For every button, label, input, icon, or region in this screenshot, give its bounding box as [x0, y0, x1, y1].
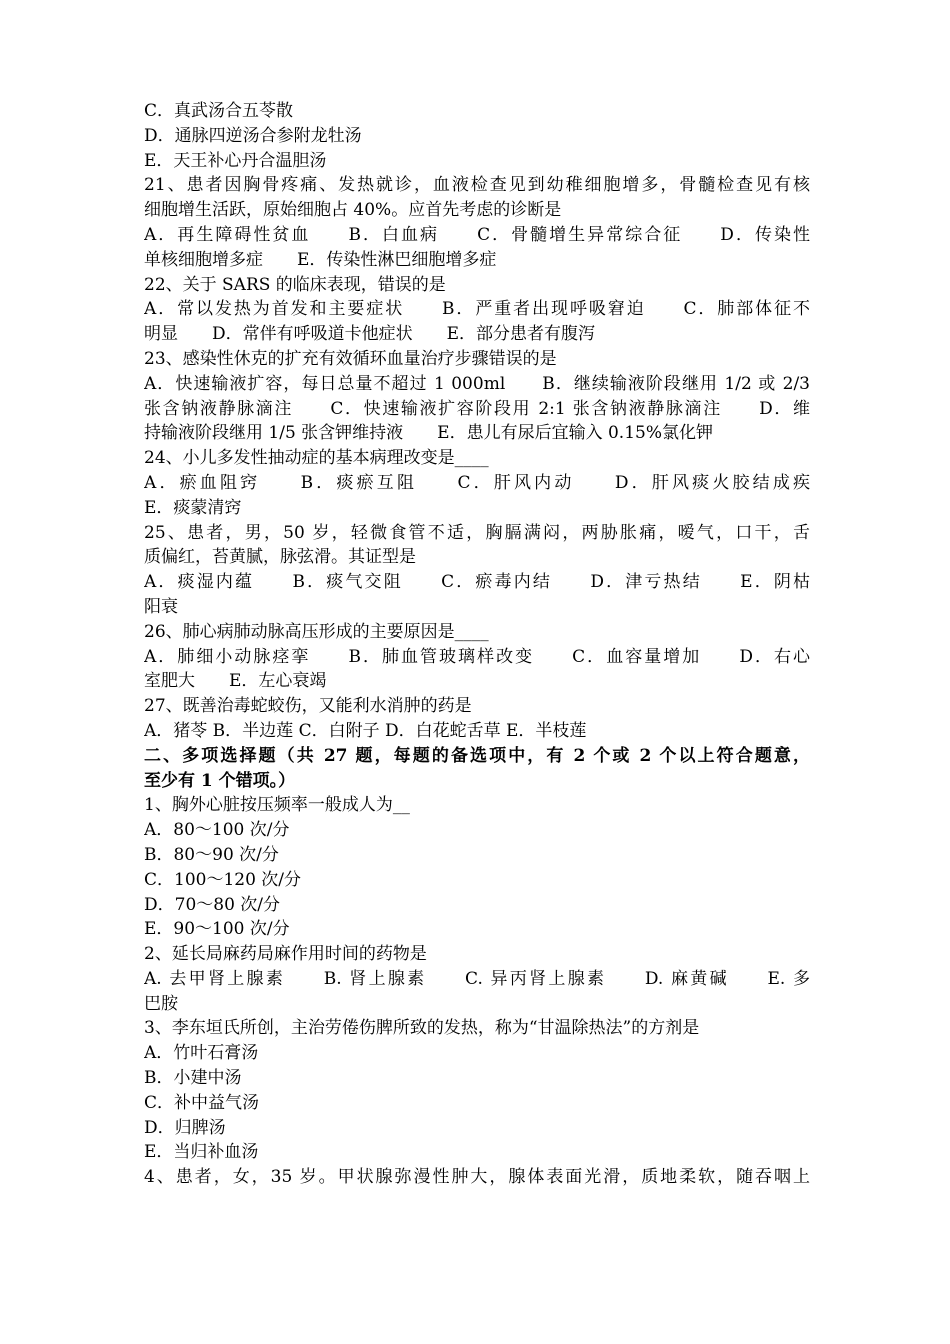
text-line: A．竹叶石膏汤 [144, 1043, 259, 1064]
text-line: A．常以发热为首发和主要症状 B．严重者出现呼吸窘迫 C．肺部体征不 [144, 299, 810, 320]
section-heading-line: 二、多项选择题（共 27 题，每题的备选项中，有 2 个或 2 个以上符合题意， [144, 745, 810, 766]
text-line: 21、患者因胸骨疼痛、发热就诊，血液检查见到幼稚细胞增多，骨髓检查见有核 [144, 175, 810, 196]
text-line: 质偏红，苔黄腻，脉弦滑。其证型是 [144, 547, 416, 568]
text-line: E．天王补心丹合温胆汤 [144, 150, 327, 171]
text-line: A．再生障碍性贫血 B．白血病 C．骨髓增生异常综合征 D．传染性 [144, 224, 810, 245]
text-line: 巴胺 [144, 993, 178, 1014]
text-line: 室肥大 E．左心衰竭 [144, 671, 327, 692]
text-line: B．小建中汤 [144, 1068, 242, 1089]
text-line: D．通脉四逆汤合参附龙牡汤 [144, 125, 362, 146]
text-line: E．当归补血汤 [144, 1142, 259, 1163]
text-line: A．快速输液扩容，每日总量不超过 1 000ml B．继续输液阶段继用 1/2 或 2/3 [144, 373, 810, 394]
text-line: D．归脾汤 [144, 1117, 226, 1138]
text-line: C．100～120 次/分 [144, 869, 302, 890]
text-line: 23、感染性休克的扩充有效循环血量治疗步骤错误的是 [144, 348, 557, 369]
text-line: A．痰湿内蕴 B．痰气交阻 C．瘀毒内结 D．津亏热结 E．阴枯 [144, 572, 810, 593]
text-line: A. 去甲肾上腺素 B. 肾上腺素 C. 异丙肾上腺素 D. 麻黄碱 E. 多 [144, 968, 810, 989]
text-line: 27、既善治毒蛇蛟伤，又能利水消肿的药是 [144, 696, 472, 717]
text-line: E．痰蒙清窍 [144, 497, 242, 518]
text-line: 单核细胞增多症 E．传染性淋巴细胞增多症 [144, 249, 497, 270]
text-line: D．70～80 次/分 [144, 894, 281, 915]
text-line: 2、延长局麻药局麻作用时间的药物是 [144, 944, 427, 965]
text-line: 26、肺心病肺动脉高压形成的主要原因是____ [144, 621, 489, 642]
text-line: 22、关于 SARS 的临床表现，错误的是 [144, 274, 446, 295]
text-line: A．瘀血阻窍 B．痰瘀互阻 C．肝风内动 D．肝风痰火胶结成疾 [144, 472, 810, 493]
text-line: A．80～100 次/分 [144, 820, 290, 841]
text-line: 1、胸外心脏按压频率一般成人为__ [144, 795, 410, 816]
document-page [144, 99, 810, 1190]
text-line: 3、李东垣氏所创，主治劳倦伤脾所致的发热，称为“甘温除热法”的方剂是 [144, 1018, 700, 1039]
text-line: 细胞增生活跃，原始细胞占 40%。应首先考虑的诊断是 [144, 200, 562, 221]
text-line: B．80～90 次/分 [144, 844, 279, 865]
text-line: 明显 D．常伴有呼吸道卡他症状 E．部分患者有腹泻 [144, 324, 596, 345]
text-line: 张含钠液静脉滴注 C．快速输液扩容阶段用 2:1 张含钠液静脉滴注 D．维 [144, 398, 810, 419]
text-line: 24、小儿多发性抽动症的基本病理改变是____ [144, 448, 489, 469]
text-line: 25、患者，男，50 岁，轻微食管不适，胸膈满闷，两胁胀痛，嗳气，口干，舌 [144, 522, 810, 543]
text-line: C．补中益气汤 [144, 1092, 260, 1113]
text-line: C．真武汤合五苓散 [144, 101, 294, 121]
text-line: E．90～100 次/分 [144, 919, 290, 940]
text-line: A．猪苓 B．半边莲 C．白附子 D．白花蛇舌草 E．半枝莲 [144, 720, 587, 741]
text-line: 持输液阶段继用 1/5 张含钾维持液 E．患儿有尿后宜输入 0.15%氯化钾 [144, 423, 713, 444]
text-line: A．肺细小动脉痉挛 B．肺血管玻璃样改变 C．血容量增加 D．右心 [144, 646, 810, 667]
text-line: 4、患者，女，35 岁。甲状腺弥漫性肿大，腺体表面光滑，质地柔软，随吞咽上 [144, 1167, 810, 1188]
text-line: 阳衰 [144, 596, 178, 617]
section-heading-line: 至少有 1 个错项。） [144, 770, 296, 791]
